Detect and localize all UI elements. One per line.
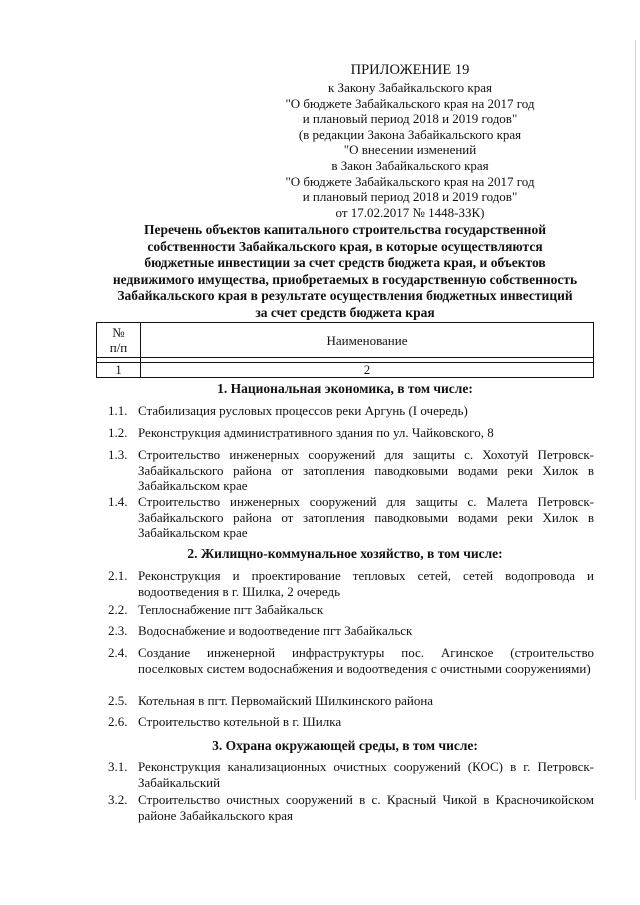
list-item xyxy=(108,447,594,494)
list-item xyxy=(108,645,594,676)
section-title: 1. Национальная экономика, в том числе: xyxy=(217,381,473,396)
table-column-numbers-row xyxy=(97,363,594,378)
item-number: 2.1. xyxy=(108,568,128,583)
column-number-abbrev: п/п xyxy=(109,340,128,355)
heading-line: бюджетные инвестиции за счет средств бюджета края, и объектов xyxy=(144,255,546,271)
list-item xyxy=(108,494,594,541)
item-number: 2.3. xyxy=(108,623,128,638)
item-text: Реконструкция административного здания по ул. Чайковского, 8 xyxy=(138,425,494,440)
document-heading xyxy=(96,222,594,322)
list-item xyxy=(108,792,594,823)
item-number: 3.2. xyxy=(108,792,128,807)
item-number: 2.5. xyxy=(108,693,128,708)
item-number: 2.6. xyxy=(108,714,128,729)
item-text: Реконструкция канализационных очистных сооружений (КОС) в г. Петровск-Забайкальский xyxy=(138,759,594,790)
item-text: Реконструкция и проектирование тепловых сетей, сетей водопровода и водоотведения в г. Шилка, 2 очередь xyxy=(138,568,594,599)
heading-line: Забайкальского края в результате осуществления бюджетных инвестиций xyxy=(117,288,573,304)
item-number: 1.2. xyxy=(108,425,128,440)
item-text: Строительство очистных сооружений в с. Красный Чикой в Красночикойском районе Забайкальского края xyxy=(138,792,594,823)
item-number: 2.2. xyxy=(108,602,128,617)
item-text: Строительство инженерных сооружений для защиты с. Малета Петровск-Забайкальского района от затопления паводковыми водами реки Хилок в Забайкальском крае xyxy=(138,494,594,541)
item-number: 2.4. xyxy=(108,645,128,660)
column-index-2: 2 xyxy=(141,363,594,378)
item-number: 1.3. xyxy=(108,447,128,462)
item-text: Котельная в пгт. Первомайский Шилкинского района xyxy=(138,693,434,708)
appendix-line: в Закон Забайкальского края xyxy=(331,157,489,173)
appendix-line: и плановый период 2018 и 2019 годов" xyxy=(302,189,518,205)
item-number: 1.4. xyxy=(108,494,128,509)
section-title: 3. Охрана окружающей среды, в том числе: xyxy=(212,738,478,753)
heading-line: Перечень объектов капитального строительства государственной xyxy=(144,222,546,237)
item-text: Теплоснабжение пгт Забайкальск xyxy=(138,602,324,617)
item-text: Строительство инженерных сооружений для защиты с. Хохотуй Петровск-Забайкальского района от затопления паводковыми водами реки Хилок в Забайкальском крае xyxy=(138,447,594,494)
item-text: Строительство котельной в г. Шилка xyxy=(138,714,342,729)
column-number-symbol: № xyxy=(112,325,125,340)
appendix-header xyxy=(260,62,560,220)
list-item xyxy=(108,693,594,709)
list-item xyxy=(108,425,594,441)
appendix-line: и плановый период 2018 и 2019 годов" xyxy=(302,111,518,127)
section-title: 2. Жилищно-коммунальное хозяйство, в том числе: xyxy=(187,546,503,561)
appendix-line: (в редакции Закона Забайкальского края xyxy=(298,126,522,142)
list-item xyxy=(108,568,594,599)
list-item xyxy=(108,759,594,790)
list-item xyxy=(108,403,594,419)
appendix-line: от 17.02.2017 № 1448-ЗЗК) xyxy=(335,204,485,220)
item-number: 1.1. xyxy=(108,403,128,418)
list-item xyxy=(108,623,594,639)
heading-line: за счет средств бюджета края xyxy=(255,304,435,320)
appendix-line: к Закону Забайкальского края xyxy=(327,80,492,95)
appendix-line: "О внесении изменений xyxy=(343,142,477,158)
scan-edge-artifact xyxy=(635,40,636,800)
heading-line: собственности Забайкальского края, в которые осуществляются xyxy=(147,238,543,254)
list-item xyxy=(108,714,594,730)
item-text: Водоснабжение и водоотведение пгт Забайкальск xyxy=(138,623,413,638)
item-number: 3.1. xyxy=(108,759,128,774)
item-text: Стабилизация русловых процессов реки Аргунь (I очередь) xyxy=(138,403,468,418)
item-text: Создание инженерной инфраструктуры пос. Агинское (строительство поселковых систем водоснабжения и водоотведения с очистными сооружениями) xyxy=(138,645,594,676)
list-item xyxy=(108,602,594,618)
table-header-row xyxy=(97,323,594,358)
heading-line: недвижимого имущества, приобретаемых в государственную собственность xyxy=(112,271,578,287)
column-number-header xyxy=(97,323,141,358)
column-name-header: Наименование xyxy=(141,323,594,358)
appendix-title: ПРИЛОЖЕНИЕ 19 xyxy=(350,62,470,78)
appendix-line: "О бюджете Забайкальского края на 2017 год xyxy=(285,173,535,189)
appendix-line: "О бюджете Забайкальского края на 2017 год xyxy=(285,95,535,111)
objects-table xyxy=(96,322,594,378)
column-index-1: 1 xyxy=(97,363,141,378)
